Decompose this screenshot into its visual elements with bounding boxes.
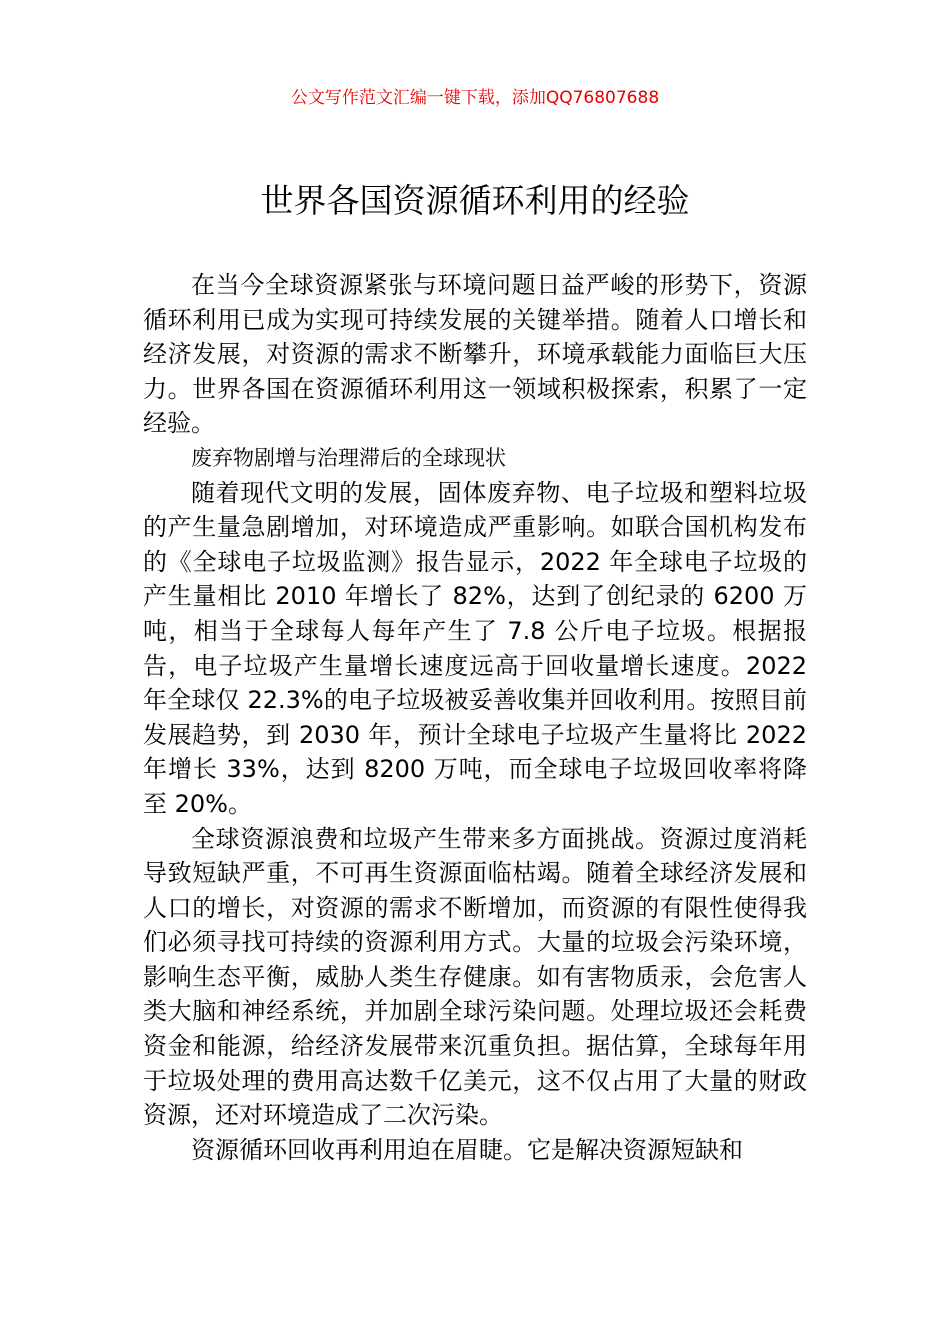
e-waste-paragraph: 随着现代文明的发展，固体废弃物、电子垃圾和塑料垃圾的产生量急剧增加，对环境造成严重影响。如联合国机构发布的《全球电子垃圾监测》报告显示，2022 年全球电子垃圾的产生量相比 2010 年增长了 82%，达到了创纪录的 6200 万吨，相当于全球每人每年产生了 7.8 公斤电子垃圾。根据报告，电子垃圾产生量增长速度远高于回收量增长速度。2022 年全球仅 22.3%的电子垃圾被妥善收集并回收利用。按照目前发展趋势，到 2030 年，预计全球电子垃圾产生量将比 2022 年增长 33%，达到 8200 万吨，而全球电子垃圾回收率将降至 20%。 bbox=[143, 478, 807, 818]
download-note: 公文写作范文汇编一键下载，添加QQ76807688 bbox=[290, 88, 660, 108]
challenges-paragraph: 全球资源浪费和垃圾产生带来多方面挑战。资源过度消耗导致短缺严重，不可再生资源面临枯竭。随着全球经济发展和人口的增长，对资源的需求不断增加，而资源的有限性使得我们必须寻找可持续的资源利用方式。大量的垃圾会污染环境，影响生态平衡，威胁人类生存健康。如有害物质汞，会危害人类大脑和神经系统，并加剧全球污染问题。处理垃圾还会耗费资金和能源，给经济发展带来沉重负担。据估算，全球每年用于垃圾处理的费用高达数千亿美元，这不仅占用了大量的财政资源，还对环境造成了二次污染。 bbox=[143, 824, 807, 1130]
document-title: 世界各国资源循环利用的经验 bbox=[260, 181, 690, 220]
intro-paragraph: 在当今全球资源紧张与环境问题日益严峻的形势下，资源循环利用已成为实现可持续发展的关键举措。随着人口增长和经济发展，对资源的需求不断攀升，环境承载能力面临巨大压力。世界各国在资源循环利用这一领域积极探索，积累了一定经验。 bbox=[143, 271, 807, 438]
document-body bbox=[143, 268, 807, 1167]
recycling-paragraph: 资源循环回收再利用迫在眉睫。它是解决资源短缺和 bbox=[191, 1135, 743, 1164]
section-heading: 废弃物剧增与治理滞后的全球现状 bbox=[191, 445, 506, 470]
